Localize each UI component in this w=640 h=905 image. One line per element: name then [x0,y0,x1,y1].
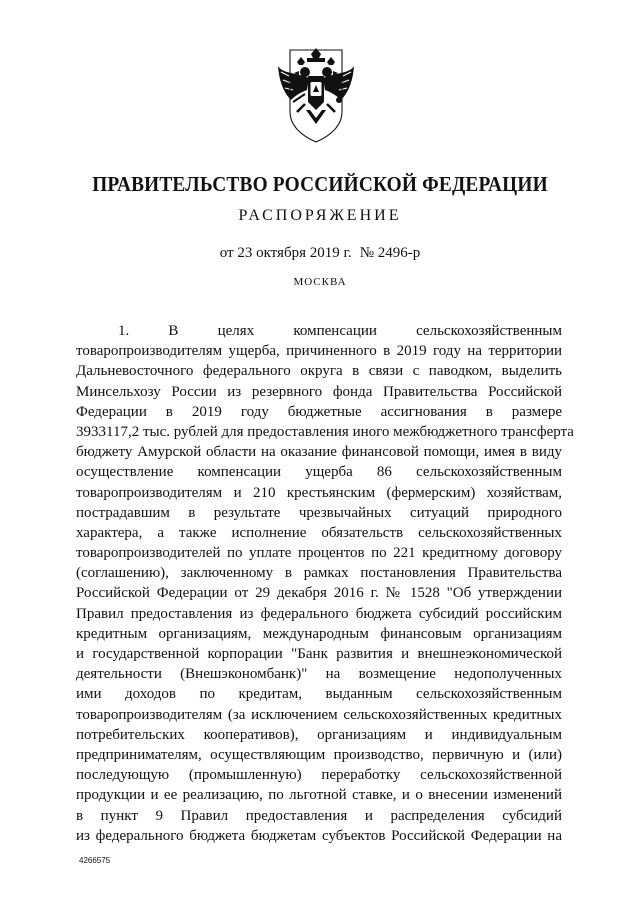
document-date: от 23 октября 2019 г. [219,245,352,261]
text-line: последующую (промышленную) переработку сельскохозяйственной [76,767,562,784]
text-line: пострадавшим в результате чрезвычайных ситуаций природного [76,504,562,521]
text-line: товаропроизводителей по уплате процентов по 221 кредитному договору [76,545,562,562]
text-line: 1. В целях компенсации сельскохозяйственным [118,323,562,339]
text-line: ими доходов по кредитам, выданным сельскохозяйственным [76,686,562,703]
text-line: кредитным организациям, международным финансовым организациям [76,625,562,642]
text-line: предпринимателям, осуществляющим производство, первичную и (или) [76,746,562,763]
text-line: осуществление компенсации ущерба 86 сельскохозяйственным [76,464,562,481]
document-type: РАСПОРЯЖЕНИЕ [238,207,402,224]
government-title: ПРАВИТЕЛЬСТВО РОССИЙСКОЙ ФЕДЕРАЦИИ [92,172,548,196]
text-line: товаропроизводителям (за исключением сельскохозяйственных кредитных [76,706,562,723]
text-line: Российской Федерации от 29 декабря 2016 г. № 1528 "Об утверждении [76,585,562,602]
body-paragraph [76,321,574,846]
text-line: товаропроизводителям и 210 крестьянским (фермерским) хозяйствам, [76,484,562,501]
text-line: деятельности (Внешэкономбанк)" на возмещение недополученных [76,666,562,683]
text-line: (соглашению), заключенному в рамках постановления Правительства [76,565,562,582]
text-line: в пункт 9 Правил предоставления и распределения субсидий [76,807,562,824]
coat-of-arms-icon [275,46,357,146]
date-number-line [0,245,640,262]
text-line: и государственной корпорации "Банк развития и внешнеэкономической [76,646,562,662]
city-name: МОСКВА [293,276,347,288]
document-number: № 2496-р [359,245,421,261]
text-line: Минсельхозу России из резервного фонда Правительства Российской [76,383,562,400]
text-line: бюджету Амурской области на оказание финансовой помощи, имея в виду [76,444,562,461]
text-line: Федерации в 2019 году бюджетные ассигнования в размере [76,403,562,420]
text-line: характера, а также исполнение обязательств сельскохозяйственных [76,524,562,541]
text-line: 3933117,2 тыс. рублей для предоставления иного межбюджетного трансферта [76,423,574,440]
text-line: товаропроизводителям ущерба, причиненного в 2019 году на территории [76,343,562,360]
text-line: Дальневосточного федерального округа в связи с паводком, выделить [76,363,562,380]
text-line: Правил предоставления из федерального бюджета субсидий российским [76,605,562,622]
document-id: 4266575 [79,856,111,865]
text-line: из федерального бюджета бюджетам субъектов Российской Федерации на [76,827,562,844]
text-line: продукции и ее реализацию, по льготной ставке, и о внесении изменений [76,787,562,804]
text-line: потребительских кооперативов), организациям и индивидуальным [76,726,562,743]
